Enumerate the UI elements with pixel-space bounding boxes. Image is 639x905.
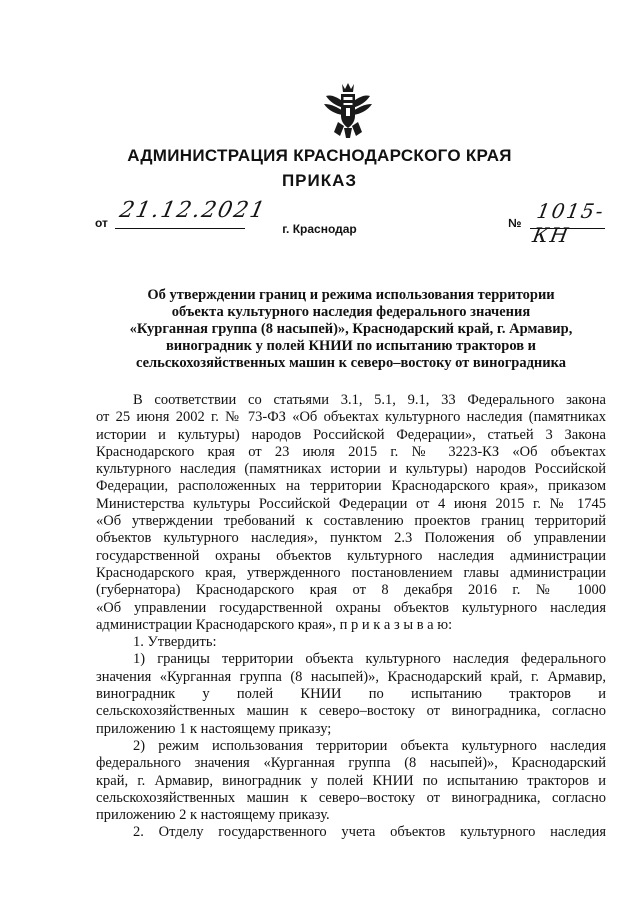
body-line: 1) границы территории объекта культурного наследия федерального — [133, 651, 606, 668]
body-line: приложению 1 к настоящему приказу; — [96, 720, 332, 737]
body-line: «Об утверждении требований к составлению проектов границ территорий — [96, 513, 606, 530]
number-label: № — [508, 216, 522, 230]
body-line: Краснодарского края, утвержденного постановлением главы администрации — [96, 564, 606, 581]
body-line: значения «Курганная группа (8 насыпей)», Краснодарский край, г. Армавир, — [96, 668, 606, 685]
clause-heading: 1. Утвердить: — [133, 634, 217, 651]
body-line: (губернатора) Краснодарского края от 8 декабря 2016 г. № 1000 — [96, 582, 606, 599]
body-line: администрации Краснодарского края», п р и к а з ы в а ю: — [96, 616, 453, 633]
title-line: сельскохозяйственных машин к северо–востоку от виноградника — [135, 355, 567, 371]
handwritten-number: 1015-КН — [530, 199, 607, 247]
date-label: от — [95, 216, 108, 230]
body-line: 2) режим использования территории объекта культурного наследия — [133, 737, 606, 754]
title-line: «Курганная группа (8 насыпей)», Краснодарский край, г. Армавир, — [129, 321, 573, 337]
body-line: объектов культурного наследия», пунктом 2.3 Положения об управлении — [96, 530, 606, 547]
body-line: «Об управлении государственной охраны объектов культурного наследия — [96, 599, 606, 616]
body-line: сельскохозяйственных машин к северо–востоку от виноградника, согласно — [96, 703, 606, 720]
body-line: край, г. Армавир, виноградник у полей КНИИ по испытанию тракторов и — [96, 772, 606, 789]
coat-of-arms-emblem — [322, 82, 374, 140]
body-line: приложению 2 к настоящему приказу. — [96, 807, 330, 824]
title-line: объекта культурного наследия федерального значения — [171, 304, 531, 320]
title-line: виноградник у полей КНИИ по испытанию тракторов и — [165, 338, 537, 354]
document-title — [96, 287, 606, 372]
body-line: Министерства культуры Российской Федерации от 4 июня 2015 г. № 1745 — [96, 495, 606, 512]
title-line: Об утверждении границ и режима использования территории — [147, 287, 555, 303]
document-body — [96, 392, 606, 842]
body-line: 2. Отделу государственного учета объектов культурного наследия — [133, 824, 606, 841]
body-line: виноградник у полей КНИИ по испытанию тракторов и — [96, 686, 606, 703]
body-line: от 25 июня 2002 г. № 73-ФЗ «Об объектах культурного наследия (памятниках — [96, 409, 606, 426]
document-type: ПРИКАЗ — [281, 171, 358, 190]
body-line: федерального значения «Курганная группа (8 насыпей)», Краснодарский — [96, 755, 606, 772]
body-line: Краснодарского края от 23 июля 2015 г. № 3223-КЗ «Об объектах — [96, 443, 606, 460]
body-line: государственной охраны объектов культурного наследия администрации — [96, 547, 606, 564]
body-line: культурного наследия (памятниках истории и культуры) народов Российской — [96, 461, 606, 478]
body-line: сельскохозяйственных машин к северо–востоку от виноградника, согласно — [96, 789, 606, 806]
body-line: В соответствии со статьями 3.1, 5.1, 9.1, 33 Федерального закона — [133, 392, 606, 408]
handwritten-date: 21.12.2021 — [117, 198, 269, 223]
body-line: Федерации, расположенных на территории Краснодарского края», приказом — [96, 478, 606, 495]
body-line: истории и культуры) народов Российской Федерации», статьей 3 Закона — [96, 426, 606, 443]
city-name: г. Краснодар — [282, 222, 357, 236]
organization-name: АДМИНИСТРАЦИЯ КРАСНОДАРСКОГО КРАЯ — [127, 146, 512, 165]
